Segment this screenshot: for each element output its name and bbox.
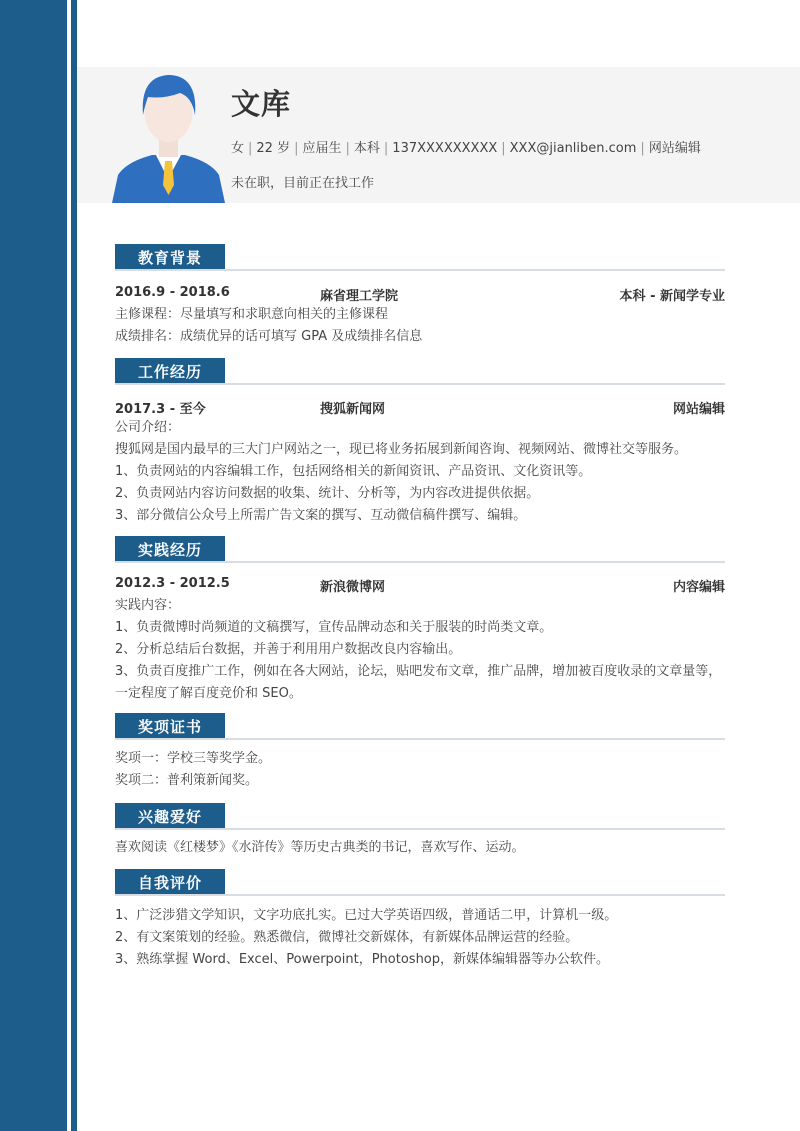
text-line: 1、广泛涉猎文学知识，文字功底扎实。已过大学英语四级，普通话二甲，计算机一级。 <box>115 908 618 923</box>
job-status: 未在职，目前正在找工作 <box>231 176 375 191</box>
text-line: 主修课程：尽量填写和求职意向相关的主修课程 <box>115 307 389 322</box>
text-line: 1、负责微博时尚频道的文稿撰写，宣传品牌动态和关于服装的时尚类文章。 <box>115 620 553 635</box>
text-line: 一定程度了解百度竞价和 SEO。 <box>115 686 302 701</box>
text-line: 喜欢阅读《红楼梦》《水浒传》等历史古典类的书记，喜欢写作、运动。 <box>115 840 525 855</box>
gender: 女 <box>231 141 245 156</box>
section-title: 自我评价 <box>115 869 225 895</box>
section-divider <box>115 738 725 740</box>
practice-date: 2012.3 - 2012.5 <box>115 576 230 591</box>
text-line: 2、负责网站内容访问数据的收集、统计、分析等，为内容改进提供依据。 <box>115 486 540 501</box>
work-row <box>115 395 725 417</box>
section-title: 奖项证书 <box>115 713 225 739</box>
section-self-evaluation <box>115 869 725 971</box>
section-divider <box>115 383 725 385</box>
text-line: 公司介绍： <box>115 420 181 435</box>
text-line: 3、熟练掌握 Word、Excel、Powerpoint，Photoshop，新媒体编辑器等办公软件。 <box>115 952 610 967</box>
candidate-name: 文库 <box>231 87 292 121</box>
text-line: 实践内容： <box>115 598 181 613</box>
candidate-type: 应届生 <box>302 141 342 156</box>
practice-role: 内容编辑 <box>672 580 725 595</box>
section-awards <box>115 713 725 792</box>
text-line: 2、有文案策划的经验。熟悉微信，微博社交新媒体，有新媒体品牌运营的经验。 <box>115 930 579 945</box>
section-divider <box>115 269 725 271</box>
text-line: 1、负责网站的内容编辑工作，包括网络相关的新闻资讯、产品资讯、文化资讯等。 <box>115 464 592 479</box>
age: 22 岁 <box>256 141 291 156</box>
practice-company: 新浪微博网 <box>320 580 386 595</box>
target-position: 网站编辑 <box>648 141 701 156</box>
section-work <box>115 358 725 527</box>
education-row <box>115 282 725 304</box>
phone: 137XXXXXXXXX <box>392 141 498 156</box>
section-hobbies <box>115 803 725 859</box>
section-title: 实践经历 <box>115 536 225 562</box>
text-line: 3、部分微信公众号上所需广告文案的撰写、互动微信稿件撰写、编辑。 <box>115 508 527 523</box>
section-title: 工作经历 <box>115 358 225 384</box>
text-line: 3、负责百度推广工作，例如在各大网站，论坛，贴吧发布文章，推广品牌，增加被百度收录的文章量等， <box>115 664 722 679</box>
section-divider <box>115 561 725 563</box>
text-line: 成绩排名：成绩优异的话可填写 GPA 及成绩排名信息 <box>115 329 423 344</box>
education-school: 麻省理工学院 <box>320 289 399 304</box>
text-line: 搜狐网是国内最早的三大门户网站之一，现已将业务拓展到新闻咨询、视频网站、微博社交等服务。 <box>115 442 688 457</box>
work-company: 搜狐新闻网 <box>320 402 386 417</box>
work-role: 网站编辑 <box>672 402 725 417</box>
contact-info: 女 | 22 岁 | 应届生 | 本科 | 137XXXXXXXXX | XXX@jianliben.com | 网站编辑 <box>231 141 701 156</box>
education-date: 2016.9 - 2018.6 <box>115 285 230 300</box>
section-title: 教育背景 <box>115 244 225 270</box>
section-divider <box>115 894 725 896</box>
education-degree: 本科 - 新闻学专业 <box>619 289 725 304</box>
section-divider <box>115 828 725 830</box>
section-practice <box>115 536 725 705</box>
text-line: 奖项二：普利策新闻奖。 <box>115 773 259 788</box>
avatar <box>112 67 225 203</box>
section-title: 兴趣爱好 <box>115 803 225 829</box>
section-education <box>115 244 725 348</box>
text-line: 奖项一：学校三等奖学金。 <box>115 751 272 766</box>
work-date: 2017.3 - 至今 <box>115 402 206 417</box>
education-level: 本科 <box>353 141 380 156</box>
text-line: 2、分析总结后台数据，并善于利用用户数据改良内容输出。 <box>115 642 462 657</box>
practice-row <box>115 573 725 595</box>
email: XXX@jianliben.com <box>509 141 637 156</box>
left-decor-bar <box>0 0 67 1131</box>
